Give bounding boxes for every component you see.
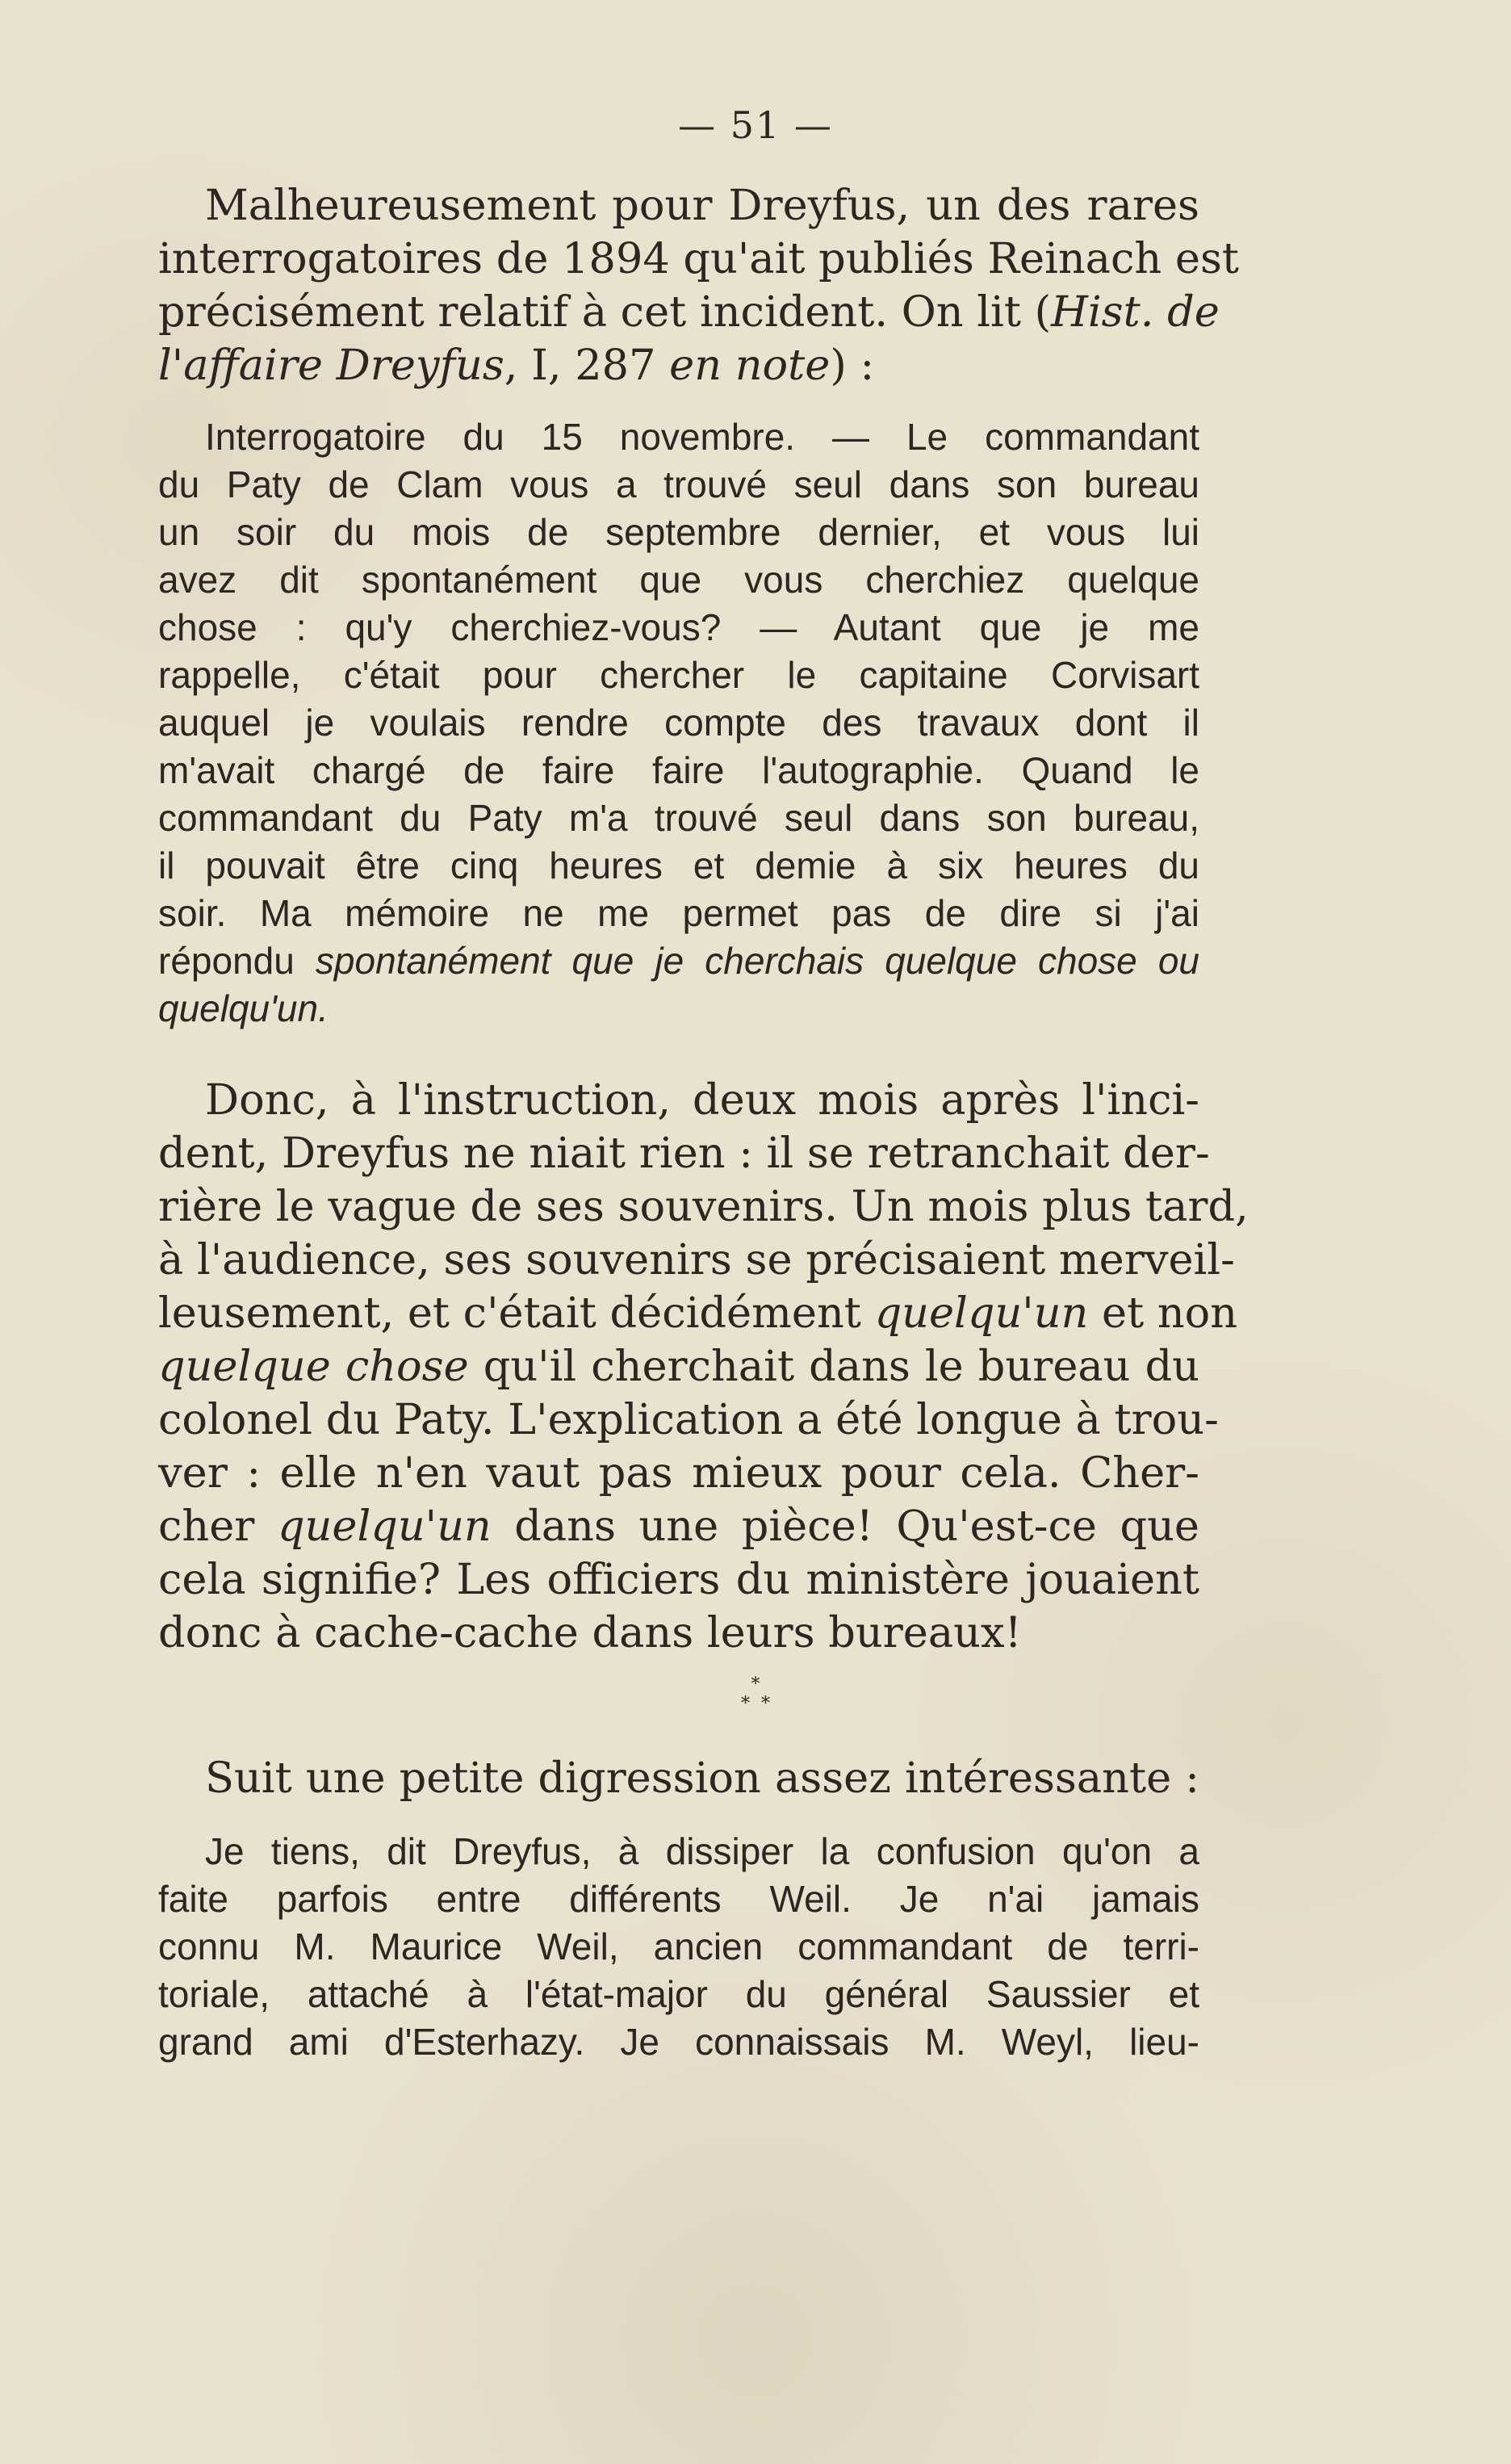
text-run: et non — [1088, 1289, 1238, 1338]
text-line — [158, 1500, 1199, 1553]
text-line: ver : elle n'en vaut pas mieux pour cela. Cher- — [158, 1448, 1199, 1498]
text-line: du Paty de Clam vous a trouvé seul dans son bureau — [158, 463, 1199, 505]
digression-heading: Suit une petite digression assez intéressante : — [205, 1754, 1199, 1803]
text-line: un soir du mois de septembre dernier, et vous lui — [158, 511, 1199, 553]
text-line: commandant du Paty m'a trouvé seul dans son bureau, — [158, 797, 1199, 839]
italic-run: quelqu'un. — [158, 987, 329, 1029]
text-line: interrogatoires de 1894 qu'ait publiés Reinach est — [158, 234, 1239, 283]
text-line: connu M. Maurice Weil, ancien commandant de terri- — [158, 1926, 1199, 1967]
text-run: précisément relatif à cet incident. On lit ( — [158, 287, 1052, 337]
text-line — [158, 937, 1199, 985]
asterism-separator — [0, 1675, 1511, 1714]
text-run: , I, 287 — [504, 341, 670, 390]
page-number: — 51 — — [678, 103, 833, 147]
text-line: à l'audience, ses souvenirs se précisaient merveil- — [158, 1235, 1235, 1284]
text-line: toriale, attaché à l'état-major du général Saussier et — [158, 1973, 1199, 2015]
text-line: dent, Dreyfus ne niait rien : il se retranchait der- — [158, 1129, 1210, 1178]
text-line: Interrogatoire du 15 novembre. — Le commandant — [205, 416, 1199, 458]
text-line: rappelle, c'était pour chercher le capitaine Corvisart — [158, 654, 1199, 696]
text-line: auquel je voulais rendre compte des travaux dont il — [158, 702, 1199, 744]
text-line — [158, 339, 1199, 392]
text-run: cher — [158, 1502, 278, 1551]
text-run: ) : — [830, 341, 875, 390]
italic-run: Hist. de — [1051, 287, 1220, 337]
text-line: grand ami d'Esterhazy. Je connaissais M. Weyl, lieu- — [158, 2021, 1199, 2063]
asterism-bottom: ** — [741, 1694, 781, 1714]
text-run: qu'il cherchait dans le bureau du — [468, 1342, 1199, 1391]
italic-run: quelque chose — [158, 1342, 469, 1391]
paragraph-1 — [158, 179, 1239, 392]
quote-dreyfus — [158, 1828, 1199, 2066]
text-line: donc à cache-cache dans leurs bureaux! — [158, 1608, 1022, 1657]
quote-interrogatoire — [158, 413, 1199, 1033]
text-line — [158, 1287, 1238, 1340]
text-line: Je tiens, dit Dreyfus, à dissiper la confusion qu'on a — [205, 1830, 1199, 1872]
paragraph-2 — [158, 1074, 1249, 1660]
text-line — [158, 985, 1199, 1033]
text-line — [158, 1340, 1199, 1393]
text-line — [158, 286, 1220, 339]
text-run: répondu — [158, 940, 316, 982]
italic-run: quelqu'un — [277, 1502, 492, 1551]
italic-run: l'affaire Dreyfus — [158, 341, 504, 390]
text-run: dans une pièce! Qu'est-ce que — [491, 1502, 1199, 1551]
text-line: cela signifie? Les officiers du ministère jouaient — [158, 1555, 1199, 1604]
text-run: leusement, et c'était décidément — [158, 1289, 875, 1338]
text-line: colonel du Paty. L'explication a été longue à trou- — [158, 1395, 1219, 1444]
text-line: faite parfois entre différents Weil. Je n'ai jamais — [158, 1878, 1199, 1920]
text-line: Donc, à l'instruction, deux mois après l'inci- — [205, 1075, 1199, 1125]
text-line: avez dit spontanément que vous cherchiez quelque — [158, 559, 1199, 601]
text-line: rière le vague de ses souvenirs. Un mois plus tard, — [158, 1182, 1249, 1231]
text-line: m'avait chargé de faire faire l'autographie. Quand le — [158, 749, 1199, 791]
asterism-top: * — [751, 1674, 760, 1695]
text-line: Malheureusement pour Dreyfus, un des rares — [205, 181, 1199, 230]
italic-run: spontanément que je cherchais quelque chose ou — [315, 940, 1199, 982]
text-line: soir. Ma mémoire ne me permet pas de dire si j'ai — [158, 892, 1199, 934]
italic-run: quelqu'un — [874, 1289, 1089, 1338]
text-line: il pouvait être cinq heures et demie à six heures du — [158, 844, 1199, 886]
text-line: chose : qu'y cherchiez-vous? — Autant que je me — [158, 606, 1199, 648]
italic-run: en note — [669, 341, 831, 390]
